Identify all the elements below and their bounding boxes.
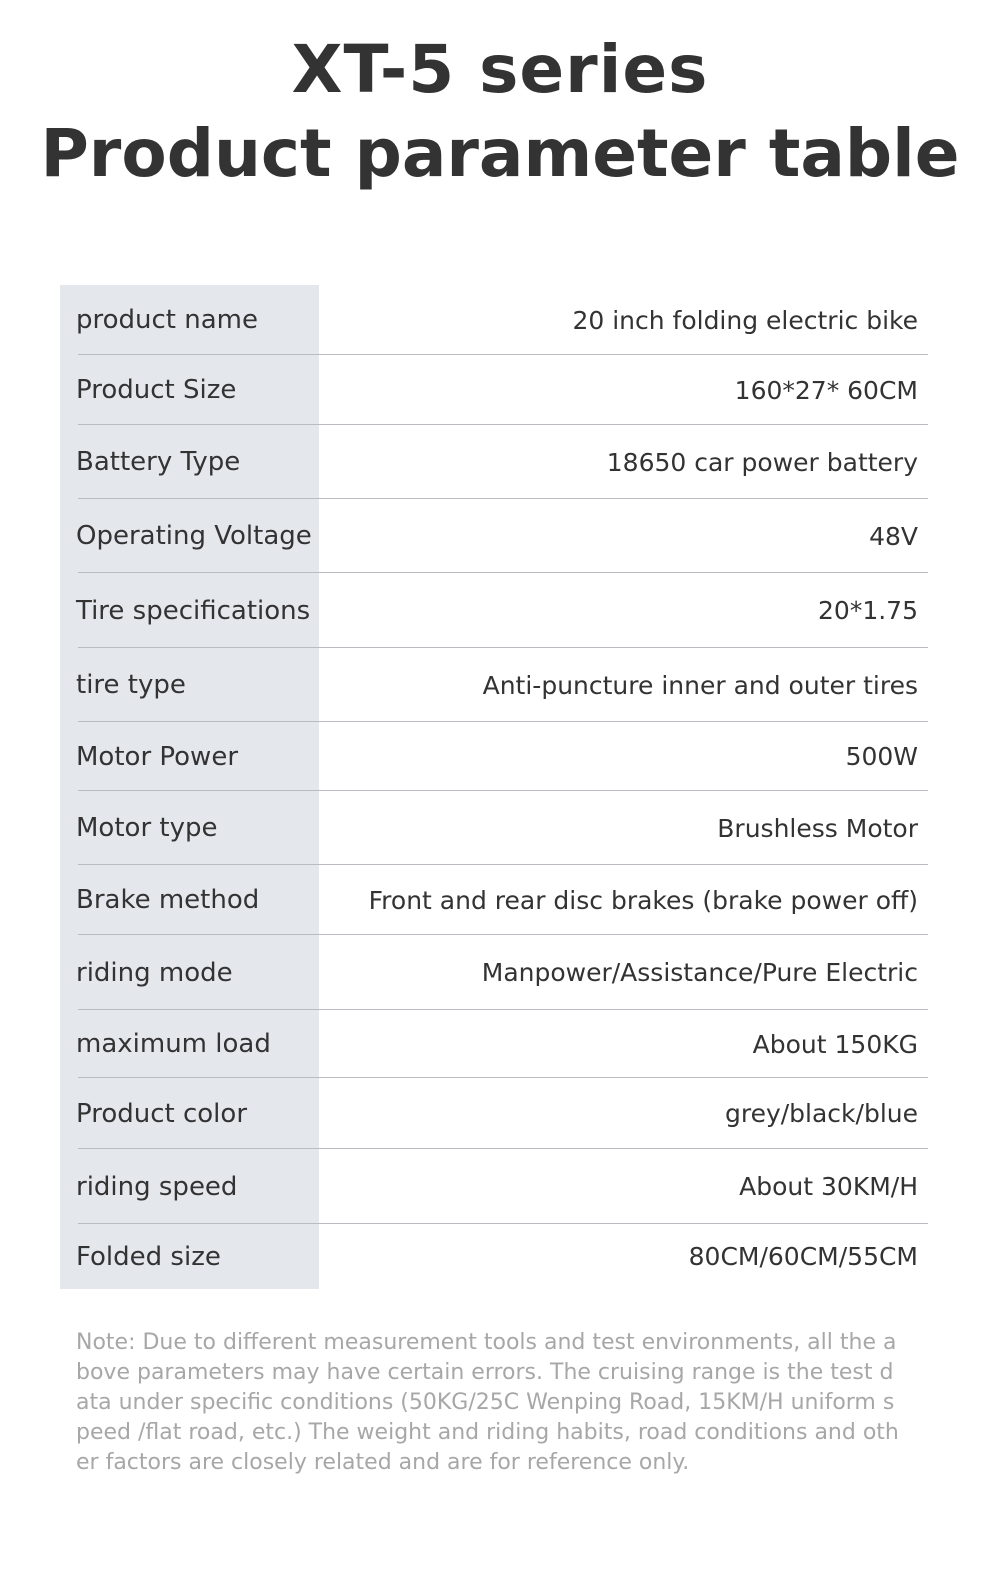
table-row — [60, 285, 928, 355]
row-value: 18650 car power battery — [606, 447, 918, 477]
row-label: Folded size — [76, 1241, 221, 1272]
row-label: Operating Voltage — [76, 521, 312, 551]
title-parameter-table: Product parameter table — [40, 115, 960, 192]
row-value: 48V — [869, 521, 918, 551]
row-value: About 30KM/H — [739, 1172, 918, 1201]
row-label: riding speed — [76, 1171, 238, 1202]
table-row — [60, 499, 928, 573]
row-label: Brake method — [76, 885, 260, 915]
row-label: riding mode — [76, 957, 233, 988]
table-row — [60, 648, 928, 722]
row-label: maximum load — [76, 1029, 271, 1059]
table-row — [60, 935, 928, 1010]
table-row — [60, 355, 928, 425]
table-row — [60, 425, 928, 499]
row-label: Battery Type — [76, 447, 241, 477]
row-value: 80CM/60CM/55CM — [688, 1242, 918, 1271]
table-row — [60, 1224, 928, 1289]
row-value: Front and rear disc brakes (brake power off) — [368, 885, 918, 915]
row-label: tire type — [76, 670, 186, 700]
row-value: 20 inch folding electric bike — [572, 305, 918, 335]
table-row — [60, 1010, 928, 1078]
parameter-table — [60, 285, 928, 1289]
row-label: Product Size — [76, 375, 237, 405]
table-row — [60, 1078, 928, 1149]
title-series: XT-5 series — [291, 31, 709, 108]
table-row — [60, 722, 928, 791]
row-value: grey/black/blue — [724, 1099, 918, 1128]
table-row — [60, 1149, 928, 1224]
row-value: Anti-puncture inner and outer tires — [482, 670, 918, 700]
row-label: product name — [76, 305, 258, 335]
row-value: 20*1.75 — [818, 596, 918, 625]
table-row — [60, 865, 928, 935]
row-value: Brushless Motor — [717, 813, 918, 843]
table-row — [60, 791, 928, 865]
row-label: Motor Power — [76, 741, 239, 772]
row-value: 160*27* 60CM — [734, 375, 918, 405]
table-row — [60, 573, 928, 648]
disclaimer-note: Note: Due to different measurement tools and test environments, all the above parameters may have certain errors. The cruising range is the test data under specific conditions (50KG/25C Wenping Road, 15KM/H uniform speed /flat road, etc.) The weight and riding habits, road conditions and other factors are closely related and are for reference only. — [76, 1330, 899, 1475]
row-label: Motor type — [76, 813, 218, 843]
row-value: About 150KG — [752, 1029, 918, 1059]
row-value: 500W — [845, 742, 918, 771]
row-label: Product color — [76, 1098, 248, 1129]
row-value: Manpower/Assistance/Pure Electric — [481, 958, 918, 987]
row-label: Tire specifications — [76, 595, 311, 626]
